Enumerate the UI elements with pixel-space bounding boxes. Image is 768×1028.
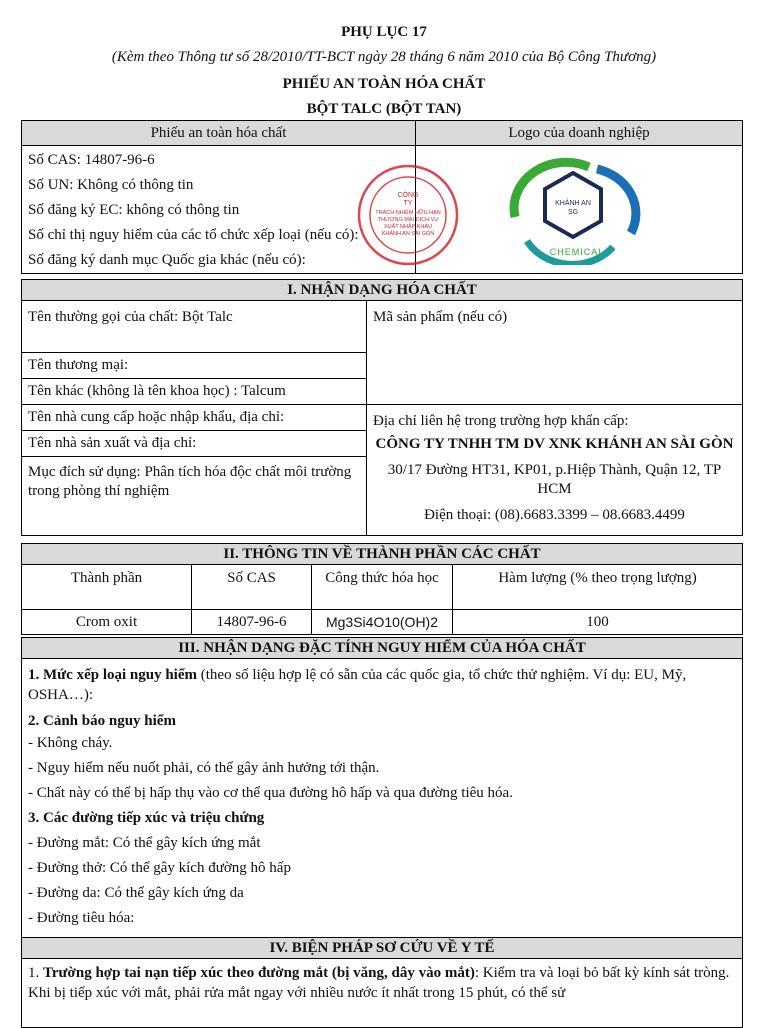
component-cas: 14807-96-6: [192, 610, 312, 635]
cas-number: Số CAS: 14807-96-6: [28, 152, 155, 168]
col-cas: Số CAS: [192, 565, 312, 610]
exposure-routes-title: 3. Các đường tiếp xúc và triệu chứng: [28, 810, 265, 826]
section-identification: [21, 279, 743, 536]
section-4-heading: IV. BIỆN PHÁP SƠ CỨU VỀ Y TẾ: [22, 938, 743, 959]
section-composition: [21, 543, 743, 635]
component-name: Crom oxit: [22, 610, 192, 635]
un-number: Số UN: Không có thông tin: [28, 177, 194, 193]
svg-text:KHÁNH AN SÀI GÒN: KHÁNH AN SÀI GÒN: [381, 231, 435, 237]
list-item: - Đường da: Có thể gây kích ứng da: [28, 885, 244, 901]
section-2-heading: II. THÔNG TIN VỀ THÀNH PHẦN CÁC CHẤT: [22, 544, 743, 565]
product-code: Mã sản phẩm (nếu có): [367, 301, 743, 405]
table-row: [22, 610, 743, 635]
svg-text:XUẤT NHẬP KHẨU: XUẤT NHẬP KHẨU: [383, 224, 433, 230]
list-item: - Nguy hiểm nếu nuốt phải, có thể gây ảnh hưởng tới thận.: [28, 760, 380, 776]
eye-contact-text: : Kiểm tra và loại bỏ bất kỳ kính sát tròng. Khi bị tiếp xúc với mắt, phải rửa mắt ngay với nhiều nước ít nhất trong 15 phút, có thể sử: [28, 965, 730, 1001]
regulation-subtitle: (Kèm theo Thông tư số 28/2010/TT-BCT ngày 28 tháng 6 năm 2010 của Bộ Công Thương): [111, 49, 657, 65]
section-first-aid: [21, 937, 743, 1028]
col-content: Hàm lượng (% theo trọng lượng): [453, 565, 743, 610]
svg-text:SG: SG: [567, 209, 579, 216]
company-logo: [497, 155, 649, 265]
list-item: - Không cháy.: [28, 735, 113, 751]
list-item: - Đường thở: Có thể gây kích đường hô hấp: [28, 860, 291, 876]
product-title: BỘT TALC (BỘT TAN): [306, 101, 462, 117]
national-registry: Số đăng ký danh mục Quốc gia khác (nếu có):: [28, 252, 306, 268]
list-item: - Chất này có thể bị hấp thụ vào cơ thể qua đường hô hấp và qua đường tiêu hóa.: [28, 785, 513, 801]
supplier-info: Tên nhà cung cấp hoặc nhập khẩu, địa chỉ:: [22, 405, 367, 431]
eye-contact-title: Trường hợp tai nạn tiếp xúc theo đường mắt (bị văng, dây vào mắt): [43, 965, 475, 981]
svg-text:THƯƠNG MẠI DỊCH VỤ: THƯƠNG MẠI DỊCH VỤ: [377, 217, 439, 223]
col-formula: Công thức hóa học: [312, 565, 453, 610]
section-3-heading: III. NHẬN DẠNG ĐẶC TÍNH NGUY HIỂM CỦA HÓA CHẤT: [22, 638, 743, 659]
col-component: Thành phần: [22, 565, 192, 610]
company-name: CÔNG TY TNHH TM DV XNK KHÁNH AN SÀI GÒN: [375, 436, 734, 452]
svg-text:CÔNG: CÔNG: [397, 192, 419, 199]
msds-header: Phiếu an toàn hóa chất: [22, 121, 416, 146]
list-item: - Đường mắt: Có thể gây kích ứng mắt: [28, 835, 261, 851]
logo-header: Logo của doanh nghiệp: [416, 121, 743, 146]
hazard-class-text: (theo số liệu hợp lệ có sẵn của các quốc gia, tổ chức thử nghiệm. Ví dụ: EU, Mỹ, OSHA…):: [28, 667, 687, 703]
common-name: Tên thường gọi của chất: Bột Talc: [22, 301, 367, 353]
hazard-warning-title: 2. Cảnh báo nguy hiểm: [28, 713, 176, 729]
document-title: PHIẾU AN TOÀN HÓA CHẤT: [282, 76, 486, 92]
company-stamp: [356, 163, 460, 267]
component-content: 100: [453, 610, 743, 635]
first-aid-number: 1.: [28, 965, 43, 981]
section-1-heading: I. NHẬN DẠNG HÓA CHẤT: [22, 280, 743, 301]
component-formula: Mg3Si4O10(OH)2: [312, 610, 453, 635]
svg-text:KHÁNH AN: KHÁNH AN: [555, 200, 591, 207]
ec-number: Số đăng ký EC: không có thông tin: [28, 202, 240, 218]
other-name: Tên khác (không là tên khoa học) : Talcum: [22, 379, 367, 405]
intended-use: Mục đích sử dụng: Phân tích hóa độc chất môi trường trong phòng thí nghiệm: [22, 457, 367, 536]
svg-text:CHEMICAL: CHEMICAL: [549, 247, 605, 257]
hazard-indicator: Số chỉ thị nguy hiểm của các tổ chức xếp loại (nếu có):: [28, 227, 359, 243]
company-phone: Điện thoại: (08).6683.3399 – 08.6683.4499: [424, 507, 685, 523]
list-item: - Đường tiêu hóa:: [28, 910, 135, 926]
appendix-title: PHỤ LỤC 17: [341, 24, 427, 40]
manufacturer-info: Tên nhà sản xuất và địa chỉ:: [22, 431, 367, 457]
section-hazards: [21, 637, 743, 938]
emergency-contact-label: Địa chỉ liên hệ trong trường hợp khẩn cấp:: [373, 413, 629, 429]
svg-text:TY: TY: [403, 200, 413, 207]
svg-text:TRÁCH NHIỆM HỮU HẠN: TRÁCH NHIỆM HỮU HẠN: [375, 210, 441, 216]
hazard-class-title: 1. Mức xếp loại nguy hiểm: [28, 667, 197, 683]
trade-name: Tên thương mại:: [22, 353, 367, 379]
company-address: 30/17 Đường HT31, KP01, p.Hiệp Thành, Quận 12, TP HCM: [387, 462, 722, 497]
